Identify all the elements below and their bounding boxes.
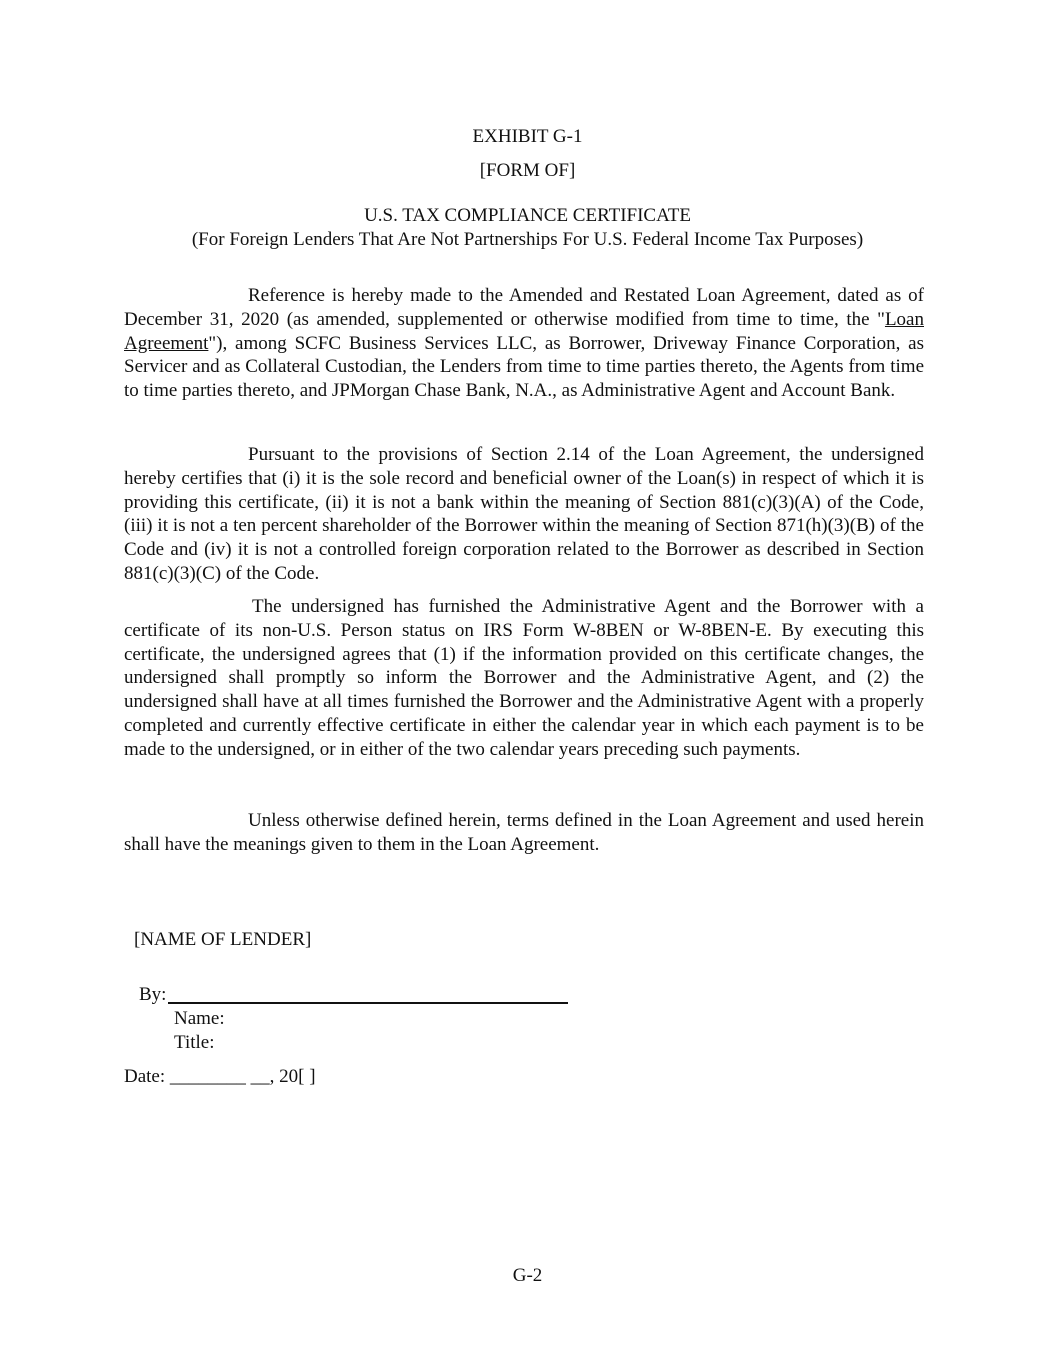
loan-agreement-term: Loan Agreement: [124, 308, 924, 354]
certificate-subtitle: (For Foreign Lenders That Are Not Partnerships For U.S. Federal Income Tax Purposes): [191, 229, 864, 250]
reference-text-end: "), among SCFC Business Services LLC, as Borrower, Driveway Finance Corporation, as Servicer and as Collateral Custodian, the Lenders from time to time parties thereto, the Agents from time to time parties thereto, and JPMorgan Chase Bank, N.A., as Administrative Agent and Account Bank.: [124, 332, 924, 402]
date-line: Date: ________ __, 20[ ]: [124, 1066, 316, 1087]
page-number: G-2: [512, 1265, 543, 1286]
lender-name-placeholder: [NAME OF LENDER]: [134, 929, 312, 950]
certification-text: Pursuant to the provisions of Section 2.14 of the Loan Agreement, the undersigned hereby certifies that (i) it is the sole record and beneficial owner of the Loan(s) in respect of which it is providing this certificate, (ii) it is not a bank within the meaning of Section 881(c)(3)(A) of the Code, (iii) it is not a ten percent shareholder of the Borrower within the meaning of Section 871(h)(3)(B) of the Code and (iv) it is not a controlled foreign corporation related to the Borrower as described in Section 881(c)(3)(C) of the Code.: [124, 444, 924, 584]
reference-text-start: Reference is hereby made to the Amended and Restated Loan Agreement, dated as of December 31, 2020 (as amended, supplemented or otherwise modified from time to time, the ": [124, 285, 924, 330]
certificate-title: U.S. TAX COMPLIANCE CERTIFICATE: [364, 205, 691, 226]
name-label: Name:: [174, 1008, 225, 1029]
reference-paragraph: [124, 284, 924, 403]
signature-line: [168, 1002, 568, 1004]
certification-paragraph: [124, 443, 924, 586]
title-label: Title:: [174, 1032, 215, 1053]
exhibit-heading: EXHIBIT G-1: [472, 126, 583, 147]
form-of-label: [FORM OF]: [479, 160, 576, 181]
furnished-certificate-paragraph: [124, 595, 924, 762]
definitions-text: Unless otherwise defined herein, terms defined in the Loan Agreement and used herein shall have the meanings given to them in the Loan Agreement.: [124, 810, 924, 855]
by-label: By:: [139, 984, 167, 1005]
furnished-certificate-text: The undersigned has furnished the Administrative Agent and the Borrower with a certificate of its non-U.S. Person status on IRS Form W-8BEN or W-8BEN-E. By executing this certificate, the undersigned agrees that (1) if the information provided on this certificate changes, the undersigned shall promptly so inform the Borrower and the Administrative Agent, and (2) the undersigned shall have at all times furnished the Borrower and the Administrative Agent with a properly completed and currently effective certificate in either the calendar year in which each payment is to be made to the undersigned, or in either of the two calendar years preceding such payments.: [124, 596, 924, 760]
definitions-paragraph: [124, 809, 924, 857]
